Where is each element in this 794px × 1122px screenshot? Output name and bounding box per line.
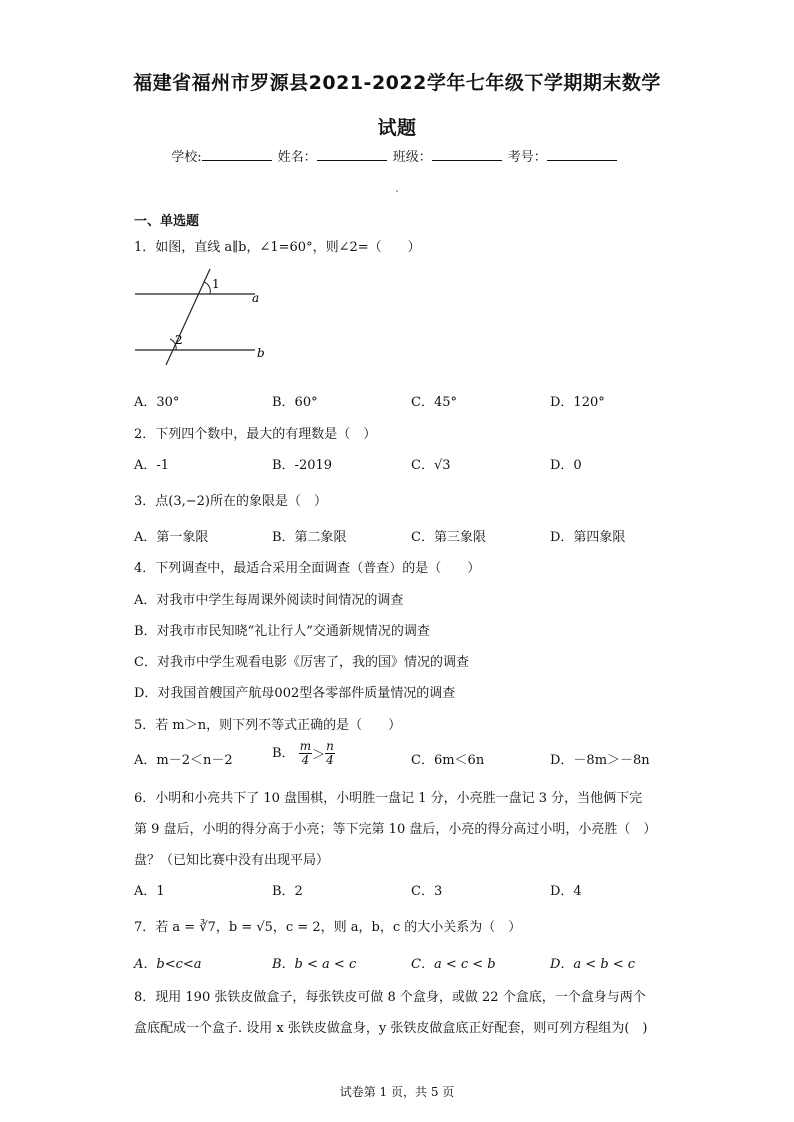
q7-option-a: A．b<c<a xyxy=(134,957,202,972)
school-blank xyxy=(202,148,272,161)
q5-option-d: D．－8m＞－8n xyxy=(550,753,650,768)
q6-option-a: A．1 xyxy=(134,884,165,899)
q4-option-b: B．对我市市民知晓“礼让行人”交通新规情况的调查 xyxy=(134,624,430,639)
fraction-numerator: n xyxy=(326,739,334,753)
name-blank xyxy=(317,148,387,161)
q4-option-d: D．对我国首艘国产航母002型各零部件质量情况的调查 xyxy=(134,686,456,701)
q6-option-c: C．3 xyxy=(411,884,443,899)
line-b-label: b xyxy=(257,346,265,360)
section-heading: 一、单选题 xyxy=(134,214,200,229)
q6-option-b: B．2 xyxy=(272,884,303,899)
q7-option-c: C．a < c < b xyxy=(411,957,496,972)
question-1-stem: 1．如图，直线 a∥b，∠1=60°，则∠2=（ ） xyxy=(134,240,421,255)
angle-1-label: 1 xyxy=(212,277,220,291)
q2-option-c: C．√3 xyxy=(411,458,451,473)
angle-1-arc xyxy=(204,282,210,294)
question-6-line3: 盘？（已知比赛中没有出现平局） xyxy=(134,853,330,868)
question-6-line1: 6．小明和小亮共下了 10 盘围棋，小明胜一盘记 1 分，小亮胜一盘记 3 分，当他俩下完 xyxy=(134,791,643,806)
question-7-stem: 7．若 a = ∛7，b = √5，c = 2，则 a，b，c 的大小关系为（ ） xyxy=(134,920,522,935)
q2-option-d: D．0 xyxy=(550,458,582,473)
q5-option-b xyxy=(272,740,335,767)
school-label: 学校: xyxy=(171,150,202,165)
fraction-numerator: m xyxy=(299,739,312,753)
q1-option-c: C．45° xyxy=(411,395,457,410)
q2-option-b: B．-2019 xyxy=(272,458,333,473)
q3-option-b: B．第二象限 xyxy=(272,530,347,545)
student-info-row xyxy=(0,146,794,165)
name-label: 姓名： xyxy=(277,150,317,165)
fraction-denominator: 4 xyxy=(326,753,334,767)
exam-number-label: 考号： xyxy=(507,150,547,165)
exam-number-blank xyxy=(547,148,617,161)
q1-option-a: A．30° xyxy=(134,395,180,410)
fraction-n-over-4 xyxy=(325,740,335,767)
line-a-label: a xyxy=(252,291,260,305)
q3-option-d: D．第四象限 xyxy=(550,530,626,545)
q4-option-a: A．对我市中学生每周课外阅读时间情况的调查 xyxy=(134,593,404,608)
q7-option-b: B．b < a < c xyxy=(272,957,357,972)
fraction-m-over-4 xyxy=(299,740,312,767)
exam-title-line2: 试题 xyxy=(377,117,417,139)
q7-option-d: D．a < b < c xyxy=(550,957,636,972)
angle-2-label: 2 xyxy=(175,333,183,347)
decorative-dot xyxy=(396,190,398,192)
question-4-stem: 4．下列调查中，最适合采用全面调查（普查）的是（ ） xyxy=(134,561,481,576)
question-6-line2: 第 9 盘后，小明的得分高于小亮；等下完第 10 盘后，小亮的得分高过小明，小亮胜（ ） xyxy=(134,822,657,837)
greater-than-sign: ＞ xyxy=(312,748,326,763)
page-footer: 试卷第 1 页，共 5 页 xyxy=(339,1085,455,1099)
question-8-line1: 8．现用 190 张铁皮做盒子，每张铁皮可做 8 个盒身，或做 22 个盒底，一个盒身与两个 xyxy=(134,990,646,1005)
fraction-denominator: 4 xyxy=(301,753,310,767)
exam-title-line1: 福建省福州市罗源县2021-2022学年七年级下学期期末数学 xyxy=(133,72,661,94)
transversal-line xyxy=(166,269,210,365)
question-8-line2: 盒底配成一个盒子. 设用 x 张铁皮做盒身，y 张铁皮做盒底正好配套，则可列方程组为( ) xyxy=(134,1021,648,1036)
q5-option-c: C．6m＜6n xyxy=(411,753,485,768)
q4-option-c: C．对我市中学生观看电影《厉害了，我的国》情况的调查 xyxy=(134,655,469,670)
q3-option-c: C．第三象限 xyxy=(411,530,486,545)
q6-option-d: D．4 xyxy=(550,884,582,899)
q2-option-a: A．-1 xyxy=(134,458,170,473)
q3-option-a: A．第一象限 xyxy=(134,530,209,545)
parallel-lines-figure xyxy=(130,265,280,367)
question-3-stem: 3．点(3,−2)所在的象限是（ ） xyxy=(134,494,327,509)
q1-option-b: B．60° xyxy=(272,395,318,410)
class-blank xyxy=(432,148,502,161)
question-2-stem: 2．下列四个数中，最大的有理数是（ ） xyxy=(134,427,377,442)
class-label: 班级： xyxy=(392,150,432,165)
q5-option-b-prefix: B． xyxy=(272,746,295,761)
q1-option-d: D．120° xyxy=(550,395,605,410)
question-5-stem: 5．若 m＞n，则下列不等式正确的是（ ） xyxy=(134,718,402,733)
q5-option-a: A．m－2＜n－2 xyxy=(134,753,233,768)
